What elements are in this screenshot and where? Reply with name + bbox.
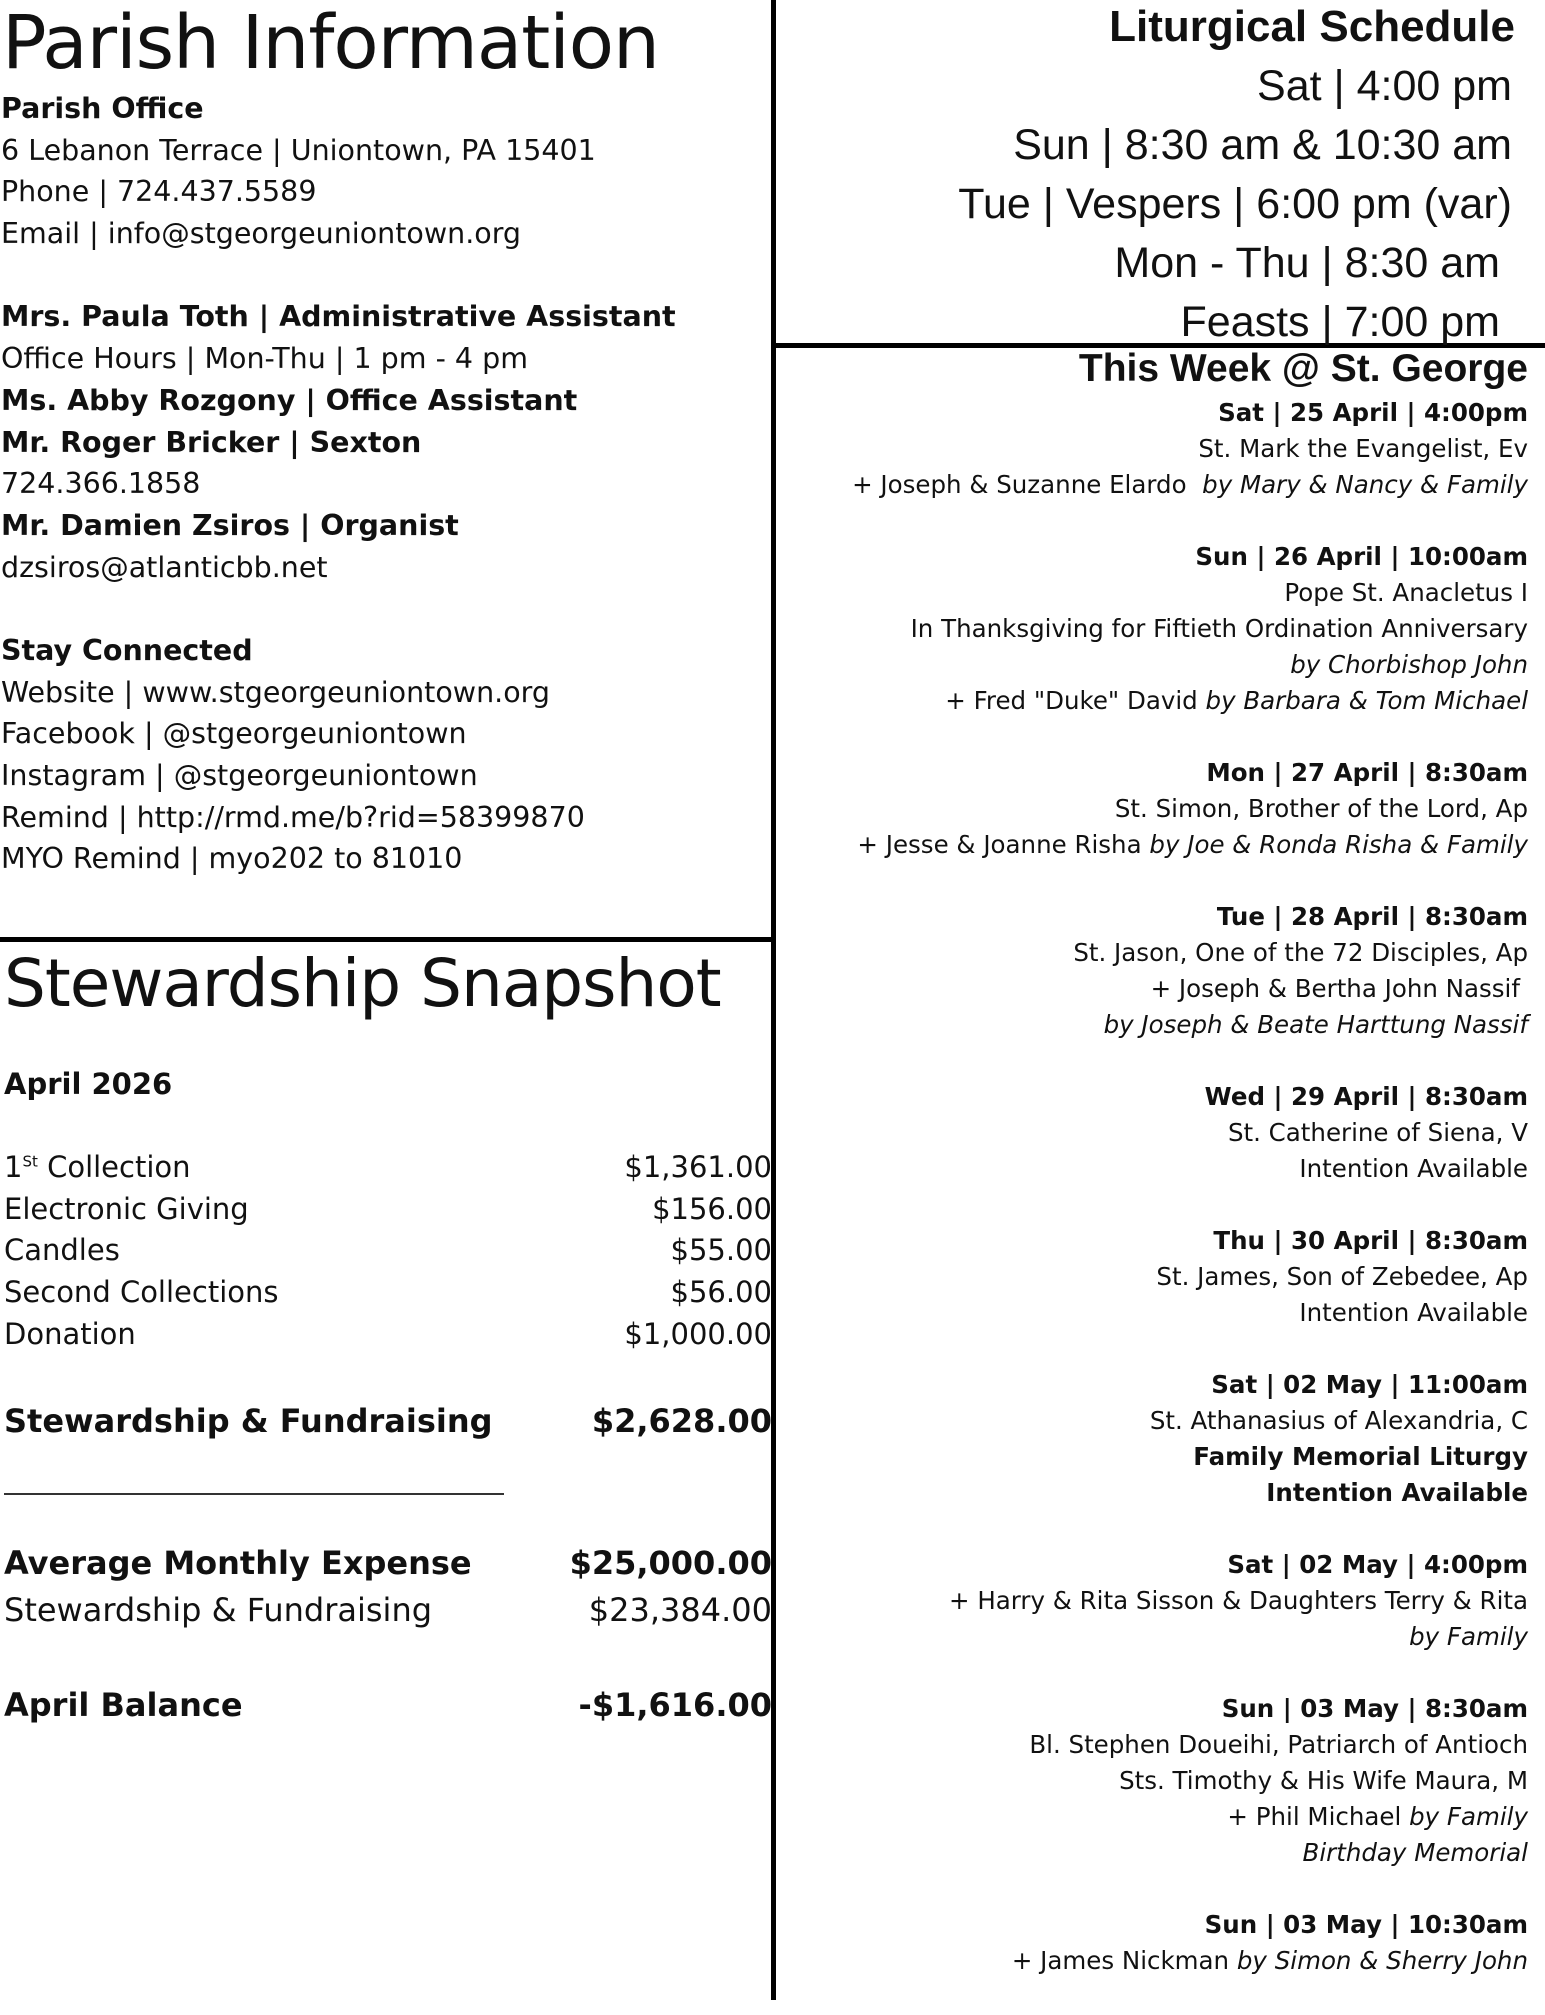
stewardship-row	[4, 1192, 772, 1234]
event-item	[778, 755, 1528, 863]
this-week-title: This Week @ St. George	[1078, 347, 1528, 390]
stewardship-total-amount: $2,628.00	[591, 1402, 772, 1440]
stewardship-month: April 2026	[4, 1067, 173, 1101]
stewardship-total-row	[4, 1402, 772, 1444]
expense-row	[4, 1544, 772, 1586]
staff-name: Ms. Abby Rozgony | Office Assistant	[1, 383, 578, 417]
ytd-amount: $23,384.00	[588, 1591, 772, 1629]
event-line: + Joseph & Bertha John Nassif	[1150, 974, 1520, 1003]
stewardship-row-amount: $55.00	[670, 1233, 772, 1267]
expense-amount: $25,000.00	[569, 1544, 772, 1582]
staff-name: Mr. Roger Bricker | Sexton	[1, 425, 422, 459]
liturgical-schedule-title: Liturgical Schedule	[1109, 2, 1515, 51]
stewardship-title: Stewardship Snapshot	[4, 945, 721, 1022]
event-heading: Sun | 03 May | 10:30am	[1204, 1910, 1528, 1939]
event-line: + Harry & Rita Sisson & Daughters Terry & Rita	[949, 1586, 1528, 1615]
schedule-line: Mon - Thu | 8:30 am	[1114, 239, 1500, 287]
signature-rule	[4, 1493, 504, 1495]
event-heading: Tue | 28 April | 8:30am	[1216, 902, 1528, 931]
stewardship-row	[4, 1150, 772, 1192]
event-line: Bl. Stephen Doueihi, Patriarch of Antioch	[1029, 1730, 1528, 1759]
event-item	[778, 1367, 1528, 1511]
connected-instagram[interactable]: Instagram | @stgeorgeuniontown	[1, 759, 478, 792]
event-item	[778, 539, 1528, 719]
expense-label: Average Monthly Expense	[4, 1544, 472, 1582]
stewardship-row	[4, 1275, 772, 1317]
event-line: Family Memorial Liturgy	[1193, 1442, 1528, 1471]
stewardship-row-label: 1St Collection	[4, 1150, 191, 1184]
staff-detail: Office Hours | Mon-Thu | 1 pm - 4 pm	[1, 342, 528, 376]
staff-detail: 724.366.1858	[1, 467, 201, 501]
event-item	[778, 1547, 1528, 1655]
event-heading: Sat | 02 May | 11:00am	[1211, 1370, 1528, 1399]
event-heading: Wed | 29 April | 8:30am	[1204, 1082, 1528, 1111]
schedule-line: Sun | 8:30 am & 10:30 am	[1013, 121, 1512, 169]
stewardship-total-label: Stewardship & Fundraising	[4, 1402, 493, 1440]
connected-website[interactable]: Website | www.stgeorgeuniontown.org	[1, 675, 550, 709]
event-line: St. Simon, Brother of the Lord, Ap	[1114, 794, 1528, 823]
event-line: St. Athanasius of Alexandria, C	[1149, 1406, 1528, 1435]
event-line: Intention Available	[1299, 1298, 1528, 1327]
schedule-line: Tue | Vespers | 6:00 pm (var)	[958, 180, 1512, 228]
event-line: Birthday Memorial	[1302, 1838, 1528, 1867]
event-line: + Phil Michael by Family	[1227, 1802, 1528, 1831]
schedule-line: Sat | 4:00 pm	[1257, 62, 1512, 110]
stewardship-row-label: Donation	[4, 1317, 136, 1351]
event-heading: Sun | 03 May | 8:30am	[1221, 1694, 1528, 1723]
stewardship-row-label: Candles	[4, 1233, 120, 1267]
parish-information-title: Parish Information	[2, 0, 659, 86]
ytd-label: Stewardship & Fundraising	[4, 1591, 433, 1629]
connected-facebook[interactable]: Facebook | @stgeorgeuniontown	[1, 717, 467, 751]
event-line: Sts. Timothy & His Wife Maura, M	[1119, 1766, 1528, 1795]
parish-office-heading: Parish Office	[1, 92, 204, 125]
event-line: In Thanksgiving for Fiftieth Ordination Anniversary	[910, 614, 1528, 643]
event-heading: Sat | 02 May | 4:00pm	[1227, 1550, 1528, 1579]
event-heading: Sun | 26 April | 10:00am	[1195, 542, 1528, 571]
stewardship-row	[4, 1317, 772, 1359]
stewardship-row-amount: $156.00	[652, 1192, 772, 1226]
connected-remind[interactable]: Remind | http://rmd.me/b?rid=58399870	[1, 800, 585, 834]
event-line: + Jesse & Joanne Risha by Joe & Ronda Risha & Family	[857, 830, 1528, 859]
balance-label: April Balance	[4, 1686, 243, 1724]
parish-phone: Phone | 724.437.5589	[1, 175, 317, 209]
event-line: by Family	[1409, 1622, 1528, 1651]
event-line: St. Mark the Evangelist, Ev	[1198, 434, 1528, 463]
stewardship-row-amount: $1,000.00	[624, 1317, 772, 1351]
left-section-divider	[0, 937, 775, 942]
event-line: by Joseph & Beate Harttung Nassif	[1103, 1010, 1528, 1039]
event-line: + Fred "Duke" David by Barbara & Tom Michael	[945, 686, 1528, 715]
parish-address: 6 Lebanon Terrace | Uniontown, PA 15401	[1, 133, 596, 167]
balance-amount: -$1,616.00	[578, 1686, 772, 1724]
parish-email[interactable]: Email | info@stgeorgeuniontown.org	[1, 217, 521, 251]
ytd-row	[4, 1591, 772, 1633]
event-line: + James Nickman by Simon & Sherry John	[1011, 1946, 1528, 1975]
event-item	[778, 899, 1528, 1043]
event-line: St. James, Son of Zebedee, Ap	[1156, 1262, 1528, 1291]
stewardship-row-label: Second Collections	[4, 1275, 279, 1309]
event-heading: Thu | 30 April | 8:30am	[1213, 1226, 1528, 1255]
staff-name: Mrs. Paula Toth | Administrative Assistant	[1, 300, 676, 334]
event-item	[778, 395, 1528, 503]
connected-myo-remind: MYO Remind | myo202 to 81010	[1, 842, 463, 876]
staff-detail[interactable]: dzsiros@atlanticbb.net	[1, 550, 328, 584]
event-item	[778, 1223, 1528, 1331]
event-item	[778, 1691, 1528, 1871]
stewardship-row-amount: $1,361.00	[624, 1150, 772, 1184]
stewardship-row	[4, 1233, 772, 1275]
event-line: Intention Available	[1299, 1154, 1528, 1183]
event-line: + Joseph & Suzanne Elardo by Mary & Nancy & Family	[852, 470, 1528, 499]
stewardship-row-amount: $56.00	[670, 1275, 772, 1309]
balance-row	[4, 1686, 772, 1728]
event-line: Intention Available	[1266, 1478, 1528, 1507]
event-line: St. Jason, One of the 72 Disciples, Ap	[1073, 938, 1528, 967]
event-line: Pope St. Anacletus I	[1284, 578, 1528, 607]
event-line: by Chorbishop John	[1290, 650, 1528, 679]
events-list	[778, 395, 1528, 2015]
stewardship-row-label: Electronic Giving	[4, 1192, 249, 1226]
event-item	[778, 1907, 1528, 1979]
staff-name: Mr. Damien Zsiros | Organist	[1, 508, 459, 542]
stay-connected-heading: Stay Connected	[1, 633, 253, 667]
schedule-line: Feasts | 7:00 pm	[1180, 298, 1500, 346]
event-heading: Mon | 27 April | 8:30am	[1206, 758, 1528, 787]
event-item	[778, 1079, 1528, 1187]
event-line: St. Catherine of Siena, V	[1227, 1118, 1528, 1147]
event-heading: Sat | 25 April | 4:00pm	[1218, 398, 1528, 427]
